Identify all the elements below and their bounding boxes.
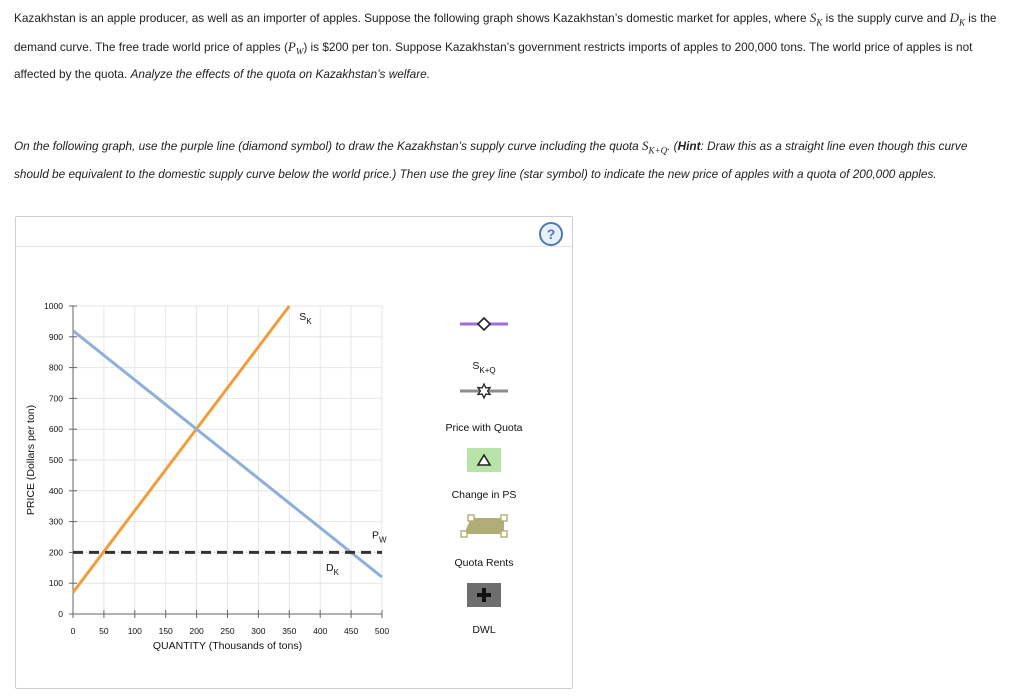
dk-symbol: $D_K$: [949, 10, 965, 28]
y-tick-label: 1000: [44, 301, 63, 311]
skq-symbol: $S_{K+Q}$: [642, 138, 668, 156]
y-axis-title: PRICE (Dollars per ton): [25, 404, 37, 516]
x-tick-label: 450: [344, 626, 359, 636]
sk-symbol: $S_K$: [809, 10, 823, 28]
series-label-pw: $P_W$: [372, 529, 387, 545]
legend-label-price-quota: Price with Quota: [445, 422, 523, 434]
problem-instructions: [14, 134, 1004, 186]
y-tick-label: 800: [48, 362, 63, 373]
y-tick-label: 300: [48, 516, 63, 527]
y-tick-label: 600: [48, 424, 63, 435]
legend-label-skq: $S_{K+Q}$: [472, 360, 496, 375]
pw-symbol: $P_W$: [287, 38, 304, 57]
intro-text-1: Kazakhstan is an apple producer, as well as an importer of apples. Suppose the following graph shows Kazakhstan’s domestic market for apples, where: [14, 11, 810, 25]
x-tick-label: 250: [220, 626, 235, 636]
graph-panel: [15, 216, 573, 689]
legend-label-change-ps: Change in PS: [451, 489, 517, 501]
x-tick-label: 300: [251, 626, 266, 636]
star-icon[interactable]: [478, 384, 490, 398]
hint-label: Hint: [677, 139, 701, 153]
instr-text-2: . (: [667, 139, 678, 153]
x-tick-label: 200: [189, 626, 204, 636]
legend-label-quota-rents: Quota Rents: [454, 557, 514, 569]
x-tick-label: 100: [127, 626, 142, 636]
y-tick-label: 500: [48, 455, 63, 465]
x-tick-label: 150: [158, 626, 173, 636]
diamond-icon[interactable]: [478, 318, 490, 330]
y-tick-label: 700: [48, 393, 63, 404]
y-tick-label: 200: [48, 547, 63, 558]
instr-text-3: : Draw this as a straight line even though this curve should be equivalent to the domestic supply curve below the world price.) Then use the grey line (star symbol) to indicate the new price of apples with a quota of 200,000 apples.: [14, 139, 968, 181]
x-tick-label: 50: [99, 626, 109, 636]
x-tick-label: 400: [313, 626, 328, 636]
chart[interactable]: [16, 217, 572, 688]
series-line-sk: [73, 306, 289, 592]
y-tick-label: 400: [48, 485, 63, 496]
x-tick-label: 500: [374, 626, 390, 636]
tick-labels: [44, 301, 389, 636]
y-tick-label: 900: [48, 331, 63, 342]
intro-task: Analyze the effects of the quota on Kazakhstan’s welfare.: [130, 67, 431, 82]
intro-text-4: ) is $200 per ton. Suppose Kazakhstan’s government restricts imports of apples to 200,000 tons. The world price of apples is not affected by the quota.: [14, 39, 973, 82]
y-tick-label: 0: [58, 609, 63, 619]
instr-text-1: On the following graph, use the purple line (diamond symbol) to draw the Kazakhstan’s supply curve including the quota: [14, 139, 643, 153]
series-label-sk: $S_K$: [299, 311, 312, 326]
quota-rents-handle[interactable]: [468, 515, 474, 521]
x-tick-label: 350: [282, 626, 297, 636]
problem-intro: [14, 6, 1004, 86]
quota-rents-handle[interactable]: [501, 531, 507, 537]
x-axis-title: QUANTITY (Thousands of tons): [152, 640, 303, 652]
series: [73, 306, 387, 592]
help-icon[interactable]: ?: [539, 222, 563, 246]
quota-rents-handle[interactable]: [461, 531, 467, 537]
quota-rents-handle[interactable]: [501, 515, 507, 521]
x-tick-label: 0: [70, 626, 76, 636]
y-tick-label: 100: [48, 578, 63, 589]
series-label-dk: $D_K$: [326, 562, 339, 578]
legend[interactable]: [445, 318, 522, 636]
legend-label-dwl: DWL: [472, 624, 496, 636]
intro-text-2: is the supply curve and: [822, 11, 950, 25]
intro-text-3: is the demand curve. The free trade world price of apples (: [14, 11, 997, 54]
